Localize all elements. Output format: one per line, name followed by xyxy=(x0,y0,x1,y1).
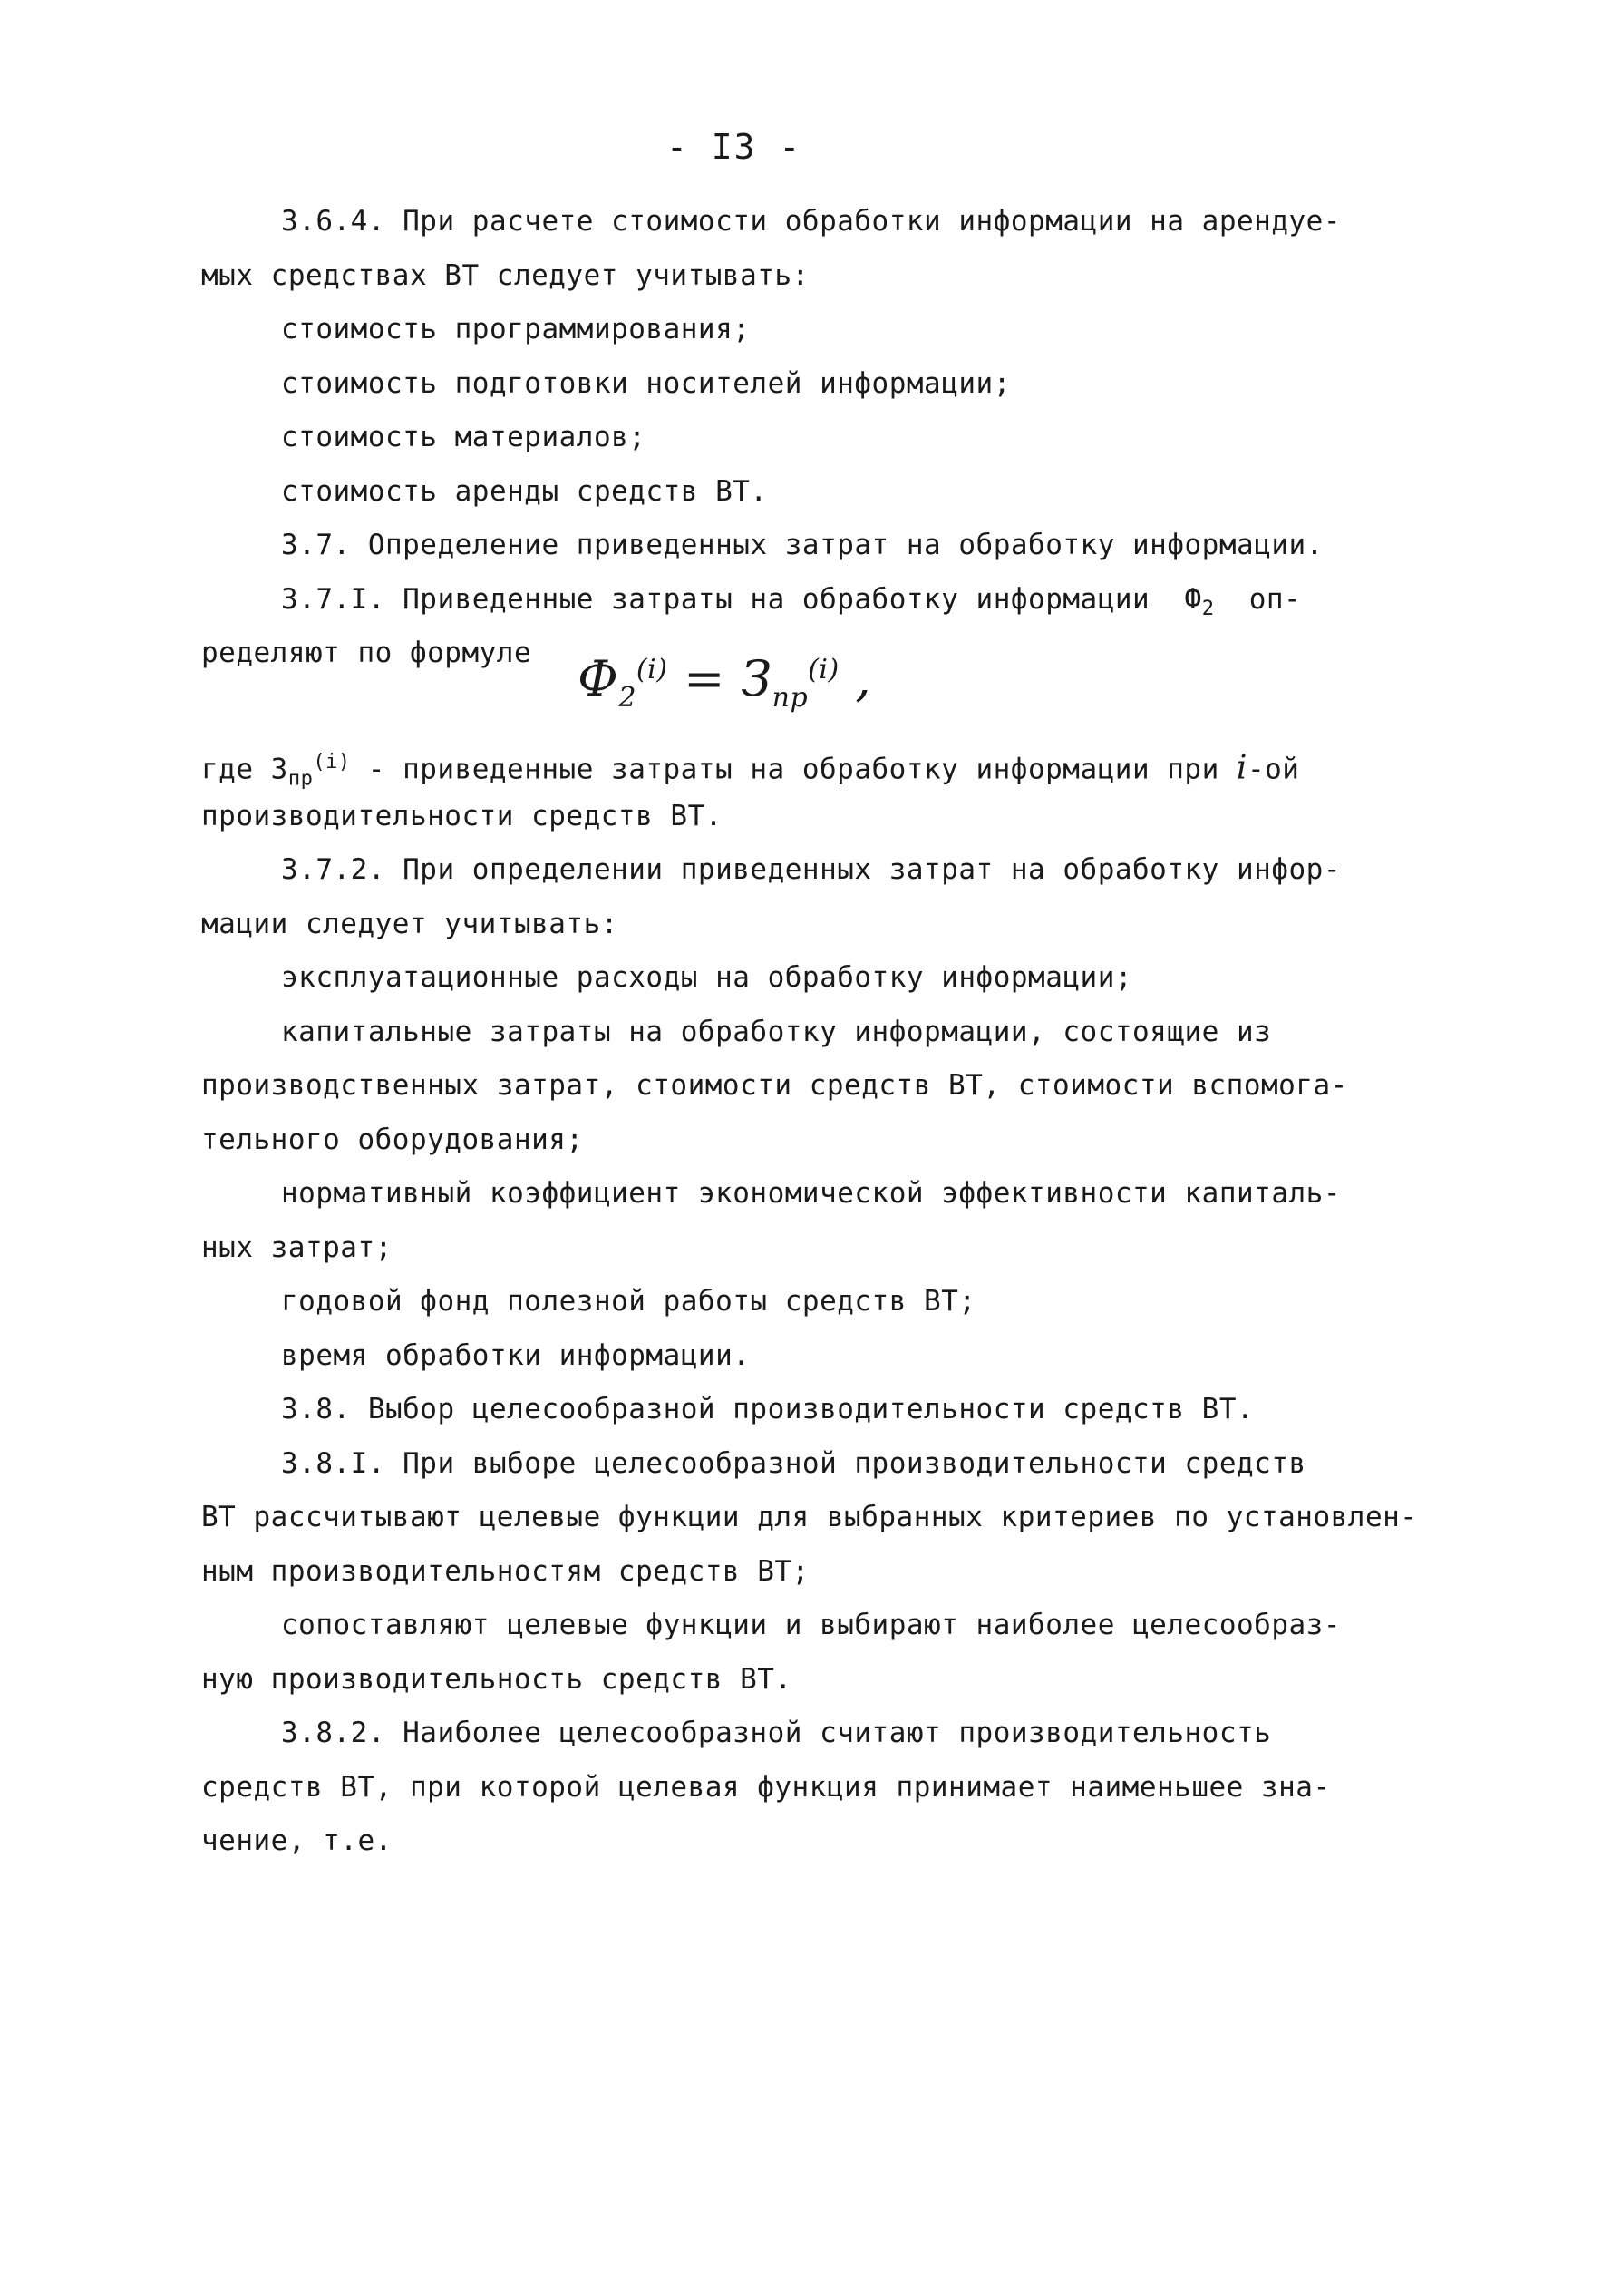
document-body xyxy=(201,195,1418,1869)
list-item: стоимость материалов; xyxy=(281,421,646,453)
text-fragment: где З xyxy=(201,753,288,786)
text-fragment: оп- xyxy=(1248,582,1302,616)
paragraph-3-8-2: 3.8.2. Наиболее целесообразной считают производительность xyxy=(281,1717,1272,1749)
phi-subscript: 2 xyxy=(1201,597,1215,620)
text-line: ных затрат; xyxy=(201,1231,393,1264)
text-fragment: 3.7.I. Приведенные затраты на обработку информации xyxy=(281,582,1150,616)
formula-equals-z: = З xyxy=(667,650,772,707)
phi-symbol: Ф xyxy=(1184,582,1202,616)
list-item: стоимость программирования; xyxy=(281,313,751,345)
text-line: чение, т.е. xyxy=(201,1824,393,1857)
text-line: ную производительность средств ВТ. xyxy=(201,1662,792,1696)
list-item: нормативный коэффициент экономической эффективности капиталь- xyxy=(281,1177,1341,1210)
formula-phi-sup: (i) xyxy=(636,654,668,686)
formula-block xyxy=(201,627,1371,735)
text-line: производственных затрат, стоимости средств ВТ, стоимости вспомога- xyxy=(201,1069,1348,1102)
i-symbol: i xyxy=(1236,749,1247,787)
paragraph-3-7-2: 3.7.2. При определении приведенных затрат на обработку инфор- xyxy=(281,853,1341,886)
formula-z-sub: пр xyxy=(772,681,809,714)
section-heading-3-8: 3.8. Выбор целесообразной производительности средств ВТ. xyxy=(281,1393,1255,1425)
section-heading-3-7: 3.7. Определение приведенных затрат на обработку информации. xyxy=(281,529,1324,561)
paragraph-3-8-1: 3.8.I. При выборе целесообразной производительности средств xyxy=(281,1446,1306,1480)
formula-z-sup: (i) xyxy=(808,654,840,686)
list-item: стоимость подготовки носителей информации; xyxy=(281,366,1011,400)
list-item: сопоставляют целевые функции и выбирают наиболее целесообраз- xyxy=(281,1609,1341,1641)
list-item: эксплуатационные расходы на обработку информации; xyxy=(281,961,1133,994)
text-line: ределяют по формуле xyxy=(201,637,532,669)
text-line: тельного оборудования; xyxy=(201,1123,584,1156)
list-item: капитальные затраты на обработку информации, состоящие из xyxy=(281,1015,1272,1048)
formula xyxy=(578,643,871,725)
list-item: время обработки информации. xyxy=(281,1338,751,1372)
text-fragment: -ой xyxy=(1247,753,1300,786)
list-item: годовой фонд полезной работы средств ВТ; xyxy=(281,1285,976,1318)
z-subscript: пр xyxy=(287,767,314,791)
text-line: мации следует учитывать: xyxy=(201,907,618,940)
text-fragment: - приведенные затраты на обработку информации при xyxy=(350,753,1237,786)
text-line: средств ВТ, при которой целевая функция принимает наименьшее зна- xyxy=(201,1770,1331,1804)
text-line: мых средствах ВТ следует учитывать: xyxy=(201,258,810,292)
formula-definition xyxy=(201,735,1371,790)
formula-phi: Ф xyxy=(578,650,619,707)
text-line: производительности средств ВТ. xyxy=(201,799,723,832)
paragraph-3-6-4: 3.6.4. При расчете стоимости обработки информации на арендуе- xyxy=(281,205,1341,238)
formula-comma: , xyxy=(839,650,872,707)
page-number: - I3 - xyxy=(666,127,802,167)
z-superscript: (i) xyxy=(313,751,351,773)
formula-phi-sub: 2 xyxy=(618,681,636,714)
text-line: ВТ рассчитывают целевые функции для выбранных критериев по установлен- xyxy=(201,1501,1418,1533)
paragraph-3-7-1 xyxy=(201,573,1371,628)
text-line: ным производительностям средств ВТ; xyxy=(201,1554,810,1588)
list-item: стоимость аренды средств ВТ. xyxy=(281,474,768,508)
